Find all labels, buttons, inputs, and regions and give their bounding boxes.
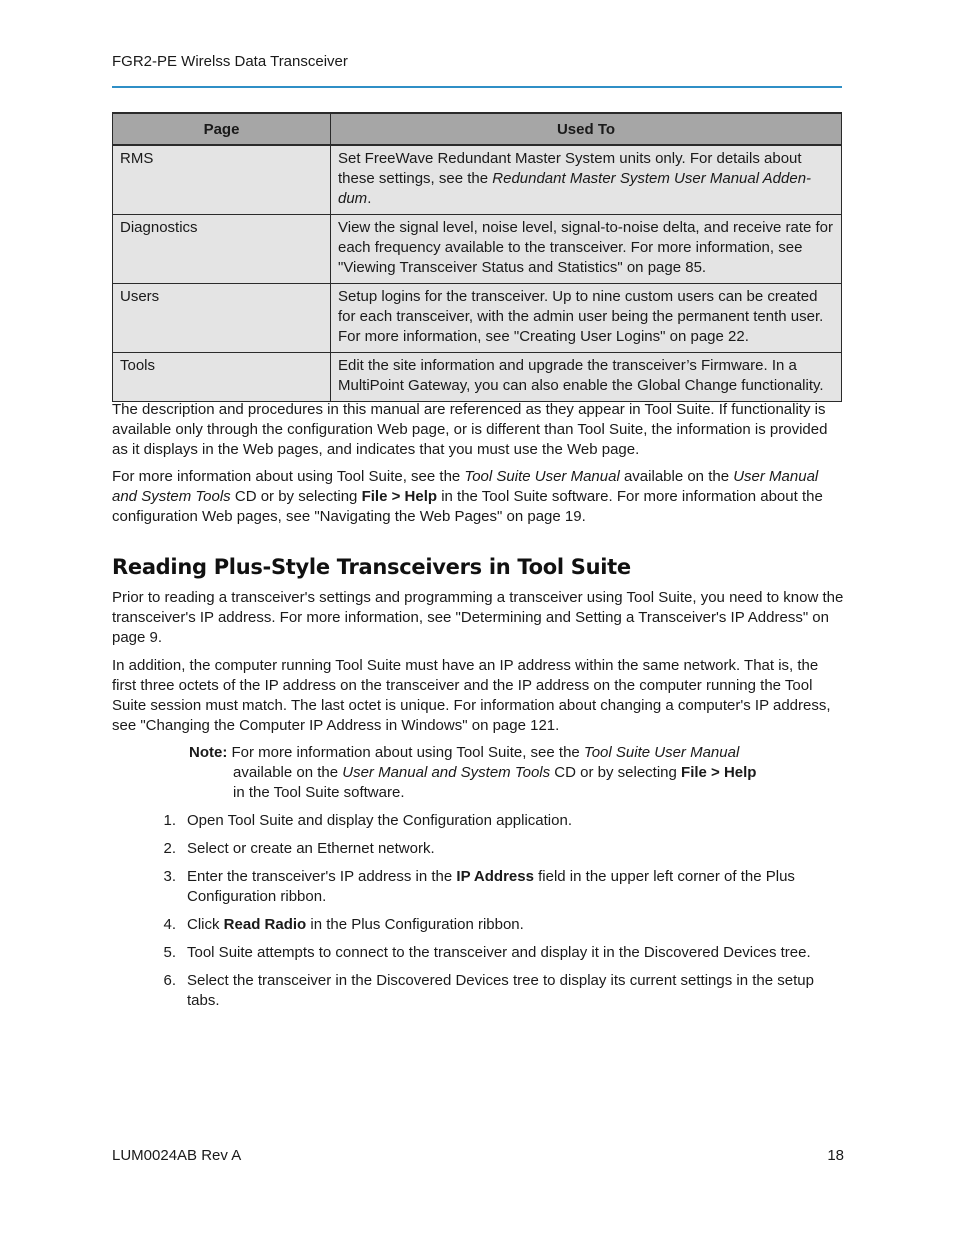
paragraph-text: In addition, the computer running Tool Suite must have an IP address within the same network. That is, the first three octets of the IP address on the transceiver and the IP address on the computer running the Tool Suite session must match. The last octet is unique. For information about changing a computer's IP address, see "Changing the Computer IP Address in Windows" on page 121.: [112, 657, 831, 734]
step-item: [160, 811, 850, 831]
text-run: available on the: [233, 764, 343, 781]
step-text: Tool Suite attempts to connect to the transceiver and display it in the Discovered Devices tree.: [187, 944, 811, 961]
table-row: [113, 353, 842, 402]
cd-title: User Manual and System Tools: [112, 468, 819, 505]
step-number: 4.: [163, 916, 176, 933]
paragraph-text: The description and procedures in this manual are referenced as they appear in Tool Suite. If functionality is available only through the configuration Web page, or is different than Tool Suite, the information is provided as it displays in the Web pages, and indicates that you must use the Web page.: [112, 401, 828, 458]
step-number: 6.: [163, 972, 176, 989]
step-text: Click: [187, 916, 224, 933]
paragraph-more-info: [112, 467, 844, 527]
cell-used-to: Edit the site information and upgrade the transceiver’s Firmware. In a MultiPoint Gateway, you can also enable the Global Change functionality.: [331, 353, 842, 402]
column-header-used-to: Used To: [331, 113, 842, 145]
column-header-page: Page: [113, 113, 331, 145]
step-item: [160, 867, 850, 907]
cell-text-tail: .: [367, 190, 372, 207]
step-text: Open Tool Suite and display the Configuration application.: [187, 812, 572, 829]
step-number: 5.: [163, 944, 176, 961]
text-run: CD or by selecting: [230, 488, 362, 505]
paragraph-prior: [112, 588, 844, 648]
footer-doc-id: LUM0024AB Rev A: [112, 1147, 242, 1164]
menu-path: File > Help: [361, 488, 438, 505]
manual-title: Redundant Master System User Manual Adden-dum: [338, 170, 812, 207]
text-run: available on the: [619, 468, 734, 485]
table-header-row: [113, 113, 842, 145]
running-header: FGR2-PE Wirelss Data Transceiver: [112, 53, 348, 70]
table-row: [113, 145, 842, 215]
step-text-tail: field in the upper left corner of the Plus Configuration ribbon.: [187, 868, 795, 905]
manual-title: Tool Suite User Manual: [464, 468, 620, 485]
button-name: Read Radio: [223, 916, 307, 933]
text-run: in the Tool Suite software. For more information about the configuration Web pages, see "Navigating the Web Pages" on page 19.: [112, 488, 823, 525]
text-run: For more information about using Tool Suite, see the: [112, 468, 465, 485]
step-number: 1.: [163, 812, 176, 829]
note-line: [189, 763, 789, 783]
step-item: [160, 943, 850, 963]
table-row: [113, 284, 842, 353]
cell-page: Tools: [113, 353, 331, 402]
step-number: 2.: [163, 840, 176, 857]
text-run: CD or by selecting: [550, 764, 682, 781]
paragraph-text: [112, 467, 844, 527]
cell-used-to: View the signal level, noise level, signal-to-noise delta, and receive rate for each frequency available to the transceiver. For more information, see "Viewing Transceiver Status and Statistics" on page 85.: [331, 215, 842, 284]
cell-used-to: Setup logins for the transceiver. Up to nine custom users can be created for each transceiver, with the admin user being the permanent tenth user. For more information, see "Creating User Logins" on page 22.: [331, 284, 842, 353]
section-heading: Reading Plus-Style Transceivers in Tool Suite: [112, 555, 631, 579]
manual-title: Tool Suite User Manual: [583, 744, 740, 761]
cell-page: Users: [113, 284, 331, 353]
paragraph-network: [112, 656, 844, 736]
paragraph-text: Prior to reading a transceiver's settings and programming a transceiver using Tool Suite, you need to know the transceiver's IP address. For more information, see "Determining and Setting a Transceiver's IP Address" on page 9.: [112, 589, 844, 646]
cell-page: RMS: [113, 145, 331, 215]
header-rule: [112, 86, 842, 88]
step-item: [160, 839, 850, 859]
text-run: For more information about using Tool Suite, see the: [227, 744, 584, 761]
note-block: [189, 743, 789, 803]
table-row: [113, 215, 842, 284]
menu-path: File > Help: [681, 764, 757, 781]
field-name: IP Address: [456, 868, 534, 885]
paragraph-description: [112, 400, 844, 460]
cd-title: User Manual and System Tools: [342, 764, 551, 781]
footer-page-number: 18: [827, 1147, 844, 1164]
step-text: Enter the transceiver's IP address in the: [187, 868, 457, 885]
step-text: Select the transceiver in the Discovered Devices tree to display its current settings in the setup tabs.: [187, 972, 814, 1009]
pages-table: [112, 112, 842, 402]
cell-page: Diagnostics: [113, 215, 331, 284]
note-label: Note:: [189, 744, 228, 761]
step-item: [160, 915, 850, 935]
step-text-tail: in the Plus Configuration ribbon.: [306, 916, 524, 933]
cell-used-to: [331, 145, 842, 215]
step-number: 3.: [163, 868, 176, 885]
note-line: in the Tool Suite software.: [233, 784, 405, 801]
steps-list: [160, 811, 850, 1019]
step-text: Select or create an Ethernet network.: [187, 840, 435, 857]
cell-text: Set FreeWave Redundant Master System units only. For details about these settings, see the: [338, 150, 802, 187]
step-item: [160, 971, 850, 1011]
